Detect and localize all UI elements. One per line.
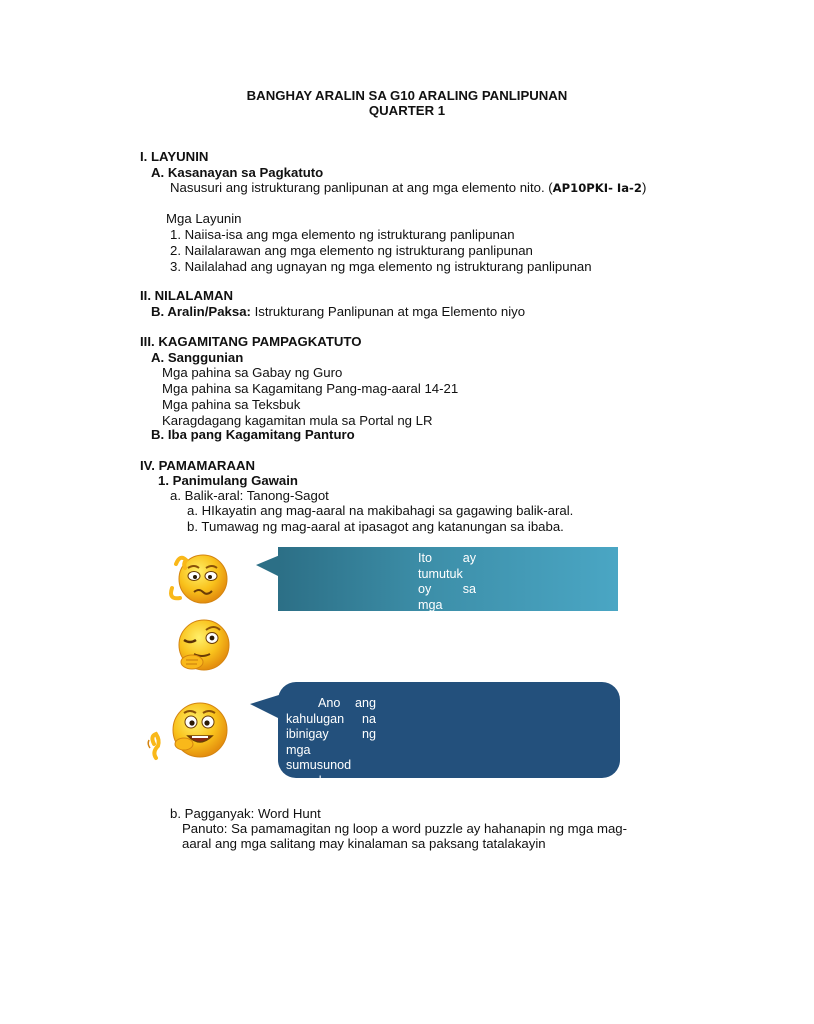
speech-bubble-tail (256, 555, 280, 577)
bubble-line: Ito ay (418, 551, 476, 565)
document-title: BANGHAY ARALIN SA G10 ARALING PANLIPUNAN (246, 88, 568, 103)
speech-bubble-top (278, 547, 618, 611)
competency-close: ) (641, 180, 647, 195)
references-list (162, 365, 458, 429)
list-item: 2. Nailalarawan ang mga elemento ng istrukturang panlipunan (170, 243, 533, 258)
panuto-line-1: Panuto: Sa pamamagitan ng loop a word puzzle ay hahanapin ng mga mag- (182, 821, 628, 836)
topic-label: B. Aralin/Paksa: (151, 304, 251, 319)
bubble-line: kahulugan na (286, 711, 376, 726)
list-item: 3. Nailalahad ang ugnayan ng mga elemento ng istrukturang panlipunan (170, 259, 592, 274)
bubble-line: mga (286, 742, 311, 757)
bubble-line: tumutuk (418, 566, 463, 581)
list-item: Mga pahina sa Kagamitang Pang-mag-aaral 14-21 (162, 381, 459, 396)
winking-thinking-emoji-icon (170, 618, 238, 674)
list-item: Mga pahina sa Gabay ng Guro (162, 365, 343, 380)
speech-bubble-bottom (278, 682, 620, 788)
section-heading-pamamaraan: IV. PAMAMARAAN (140, 458, 256, 473)
balik-aral-steps (187, 503, 573, 535)
smiling-waving-emoji-icon (146, 700, 234, 764)
bubble-line: sumusunod (286, 758, 352, 772)
section-heading-nilalaman: II. NILALAMAN (140, 288, 234, 303)
section-heading-layunin: I. LAYUNIN (140, 149, 209, 164)
subheading-sanggunian: A. Sanggunian (151, 350, 244, 365)
competency-code: AP10PKI- Ia-2 (552, 181, 642, 195)
list-item: Mga pahina sa Teksbuk (162, 397, 301, 412)
objectives-list (170, 227, 592, 275)
speech-bubble-top-text (418, 551, 476, 613)
topic-line (151, 304, 525, 320)
document-subtitle: QUARTER 1 (368, 103, 446, 118)
bubble-line: Ano ang (318, 696, 376, 710)
subheading-kasanayan: A. Kasanayan sa Pagkatuto (151, 165, 324, 180)
item-balik-aral: a. Balik-aral: Tanong-Sagot (170, 488, 329, 503)
list-item: Karagdagang kagamitan mula sa Portal ng LR (162, 413, 433, 428)
list-item: a. HIkayatin ang mag-aaral na makibahagi sa gagawing balik-aral. (187, 503, 574, 518)
section-heading-kagamitang: III. KAGAMITANG PAMPAGKATUTO (140, 334, 362, 349)
list-item: 1. Naiisa-isa ang mga elemento ng istrukturang panlipunan (170, 227, 515, 242)
bubble-line: na salaysay (286, 773, 355, 788)
panuto-line-2: aaral ang mga salitang may kinalaman sa paksang tatalakayin (182, 836, 546, 851)
item-pagganyak: b. Pagganyak: Word Hunt (170, 806, 321, 821)
subheading-panimulang-gawain: 1. Panimulang Gawain (158, 473, 298, 488)
list-item: b. Tumawag ng mag-aaral at ipasagot ang katanungan sa ibaba. (187, 519, 564, 534)
bubble-line: oy sa (418, 582, 476, 596)
subheading-iba-pang-kagamitan: B. Iba pang Kagamitang Panturo (151, 427, 355, 442)
bubble-line: ibinigay ng (286, 727, 376, 741)
confused-emoji-icon (166, 550, 236, 606)
competency-line (170, 180, 646, 196)
topic-value: Istrukturang Panlipunan at mga Elemento niyo (250, 304, 526, 319)
objectives-label: Mga Layunin (166, 211, 242, 226)
bubble-line: mga (418, 597, 443, 612)
competency-text: Nasusuri ang istrukturang panlipunan at ang mga elemento nito. ( (170, 180, 553, 195)
speech-bubble-bottom-text (286, 696, 376, 789)
